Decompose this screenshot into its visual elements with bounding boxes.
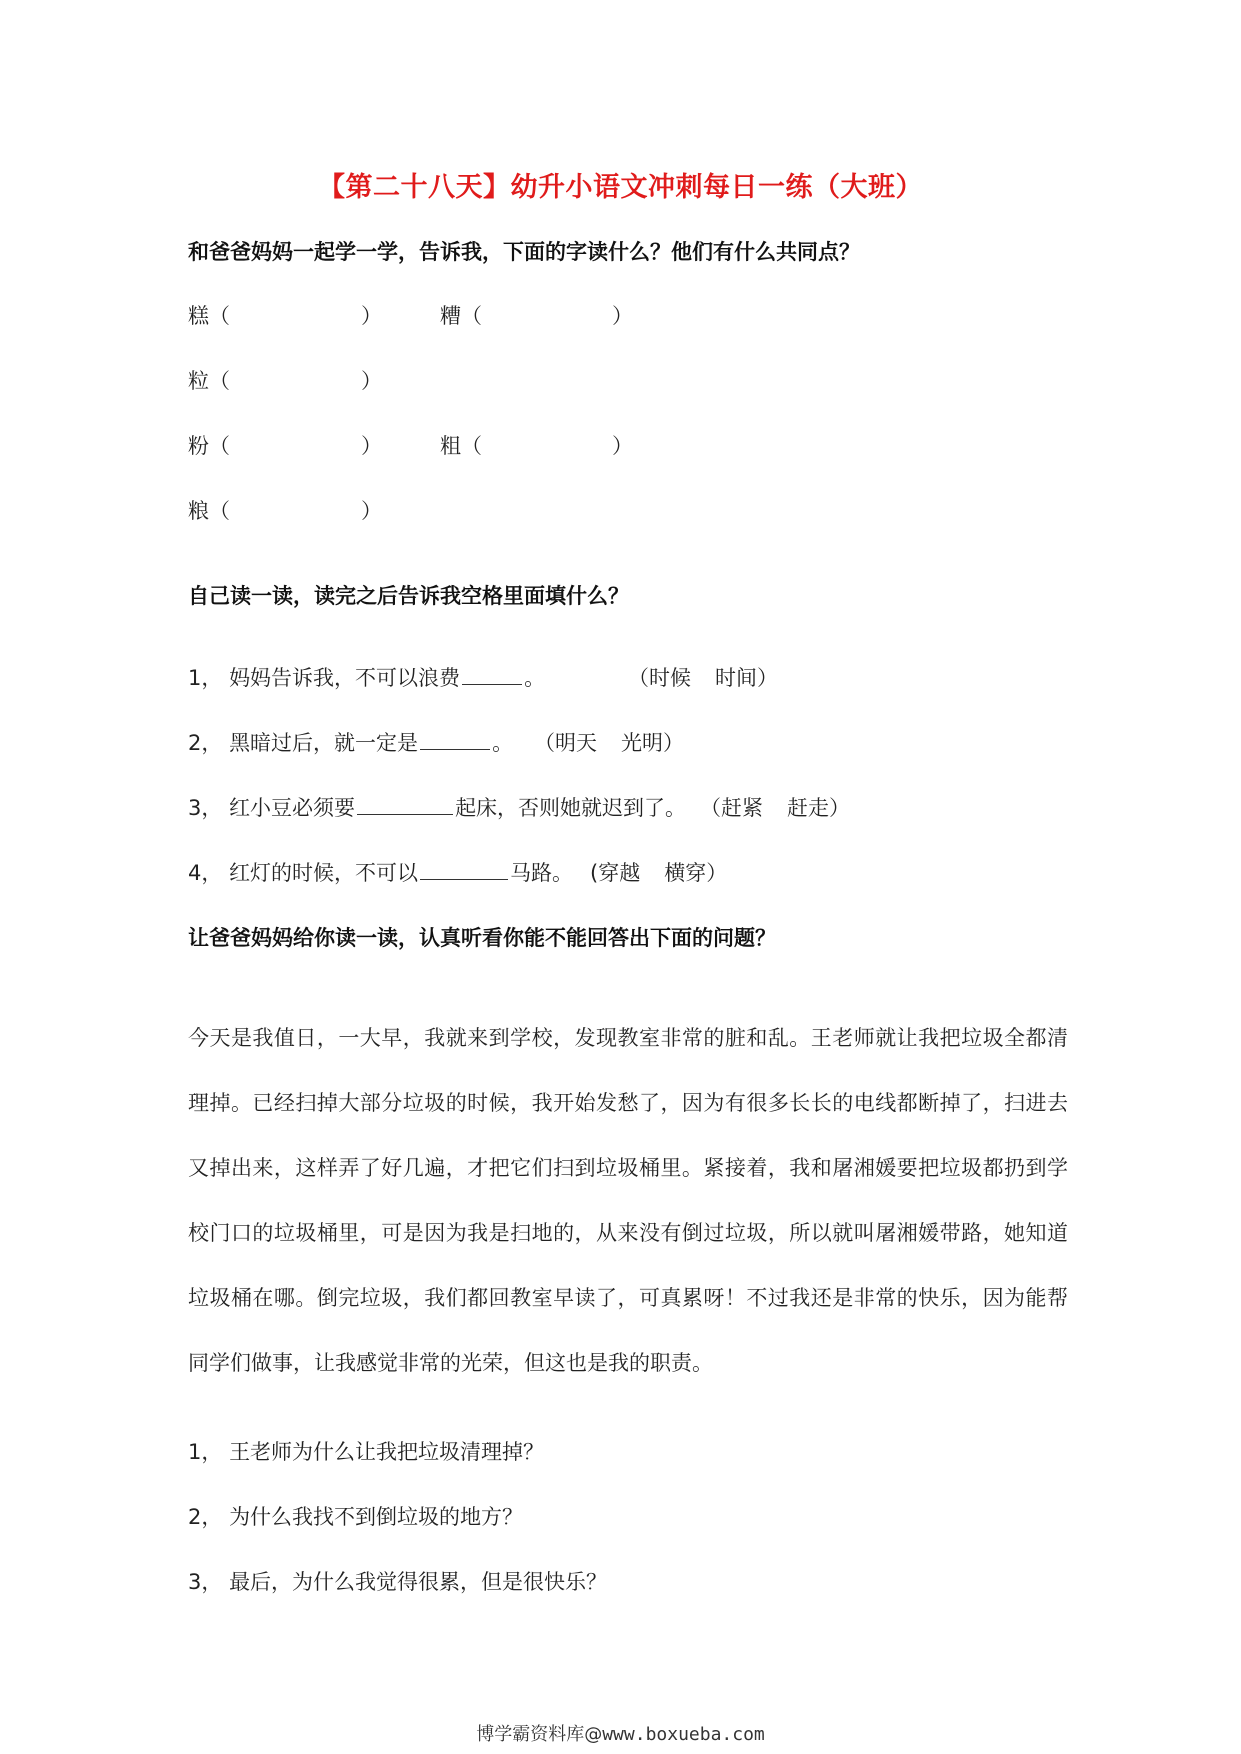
- fill-item-4: 4， 红灯的时候，不可以 马路。: [188, 861, 574, 885]
- page-title: 【第二十八天】幼升小语文冲刺每日一练（大班）: [318, 172, 923, 203]
- fill-blank[interactable]: [462, 664, 522, 685]
- section1-heading: 和爸爸妈妈一起学一学，告诉我，下面的字读什么？他们有什么共同点？: [188, 240, 860, 264]
- fill-blank[interactable]: [420, 859, 508, 880]
- fill-item-1-options: （时候 时间）: [628, 666, 778, 690]
- question-item: 2， 为什么我找不到倒垃圾的地方？: [188, 1505, 524, 1529]
- fill-blank[interactable]: [420, 729, 490, 750]
- char-item: 糟（: [440, 304, 482, 328]
- char-item: 粮（: [188, 499, 230, 523]
- fill-item-4-options: (穿越 横穿）: [590, 861, 728, 885]
- char-item: 粒（: [188, 369, 230, 393]
- char-item-close: ）: [361, 369, 382, 393]
- char-item-close: ）: [361, 434, 382, 458]
- footer-watermark: [0, 1720, 1241, 1746]
- footer-url[interactable]: www.boxueba.com: [602, 1724, 765, 1745]
- fill-item-2: 2， 黑暗过后，就一定是 。: [188, 731, 514, 755]
- char-item: 粗（: [440, 434, 482, 458]
- char-item: 粉（: [188, 434, 230, 458]
- section2-heading: 自己读一读，读完之后告诉我空格里面填什么？: [188, 584, 629, 608]
- footer-site-name: 博学霸资料库@: [476, 1724, 603, 1745]
- fill-item-3-options: （赶紧 赶走）: [700, 796, 850, 820]
- reading-passage: 今天是我值日，一大早，我就来到学校，发现教室非常的脏和乱。王老师就让我把垃圾全都清理掉。已经扫掉大部分垃圾的时候，我开始发愁了，因为有很多长长的电线都断掉了，扫进去又掉出来，这样弄了好几遍，才把它们扫到垃圾桶里。紧接着，我和屠湘媛要把垃圾都扔到学校门口的垃圾桶里，可是因为我是扫地的，从来没有倒过垃圾，所以就叫屠湘媛带路，她知道垃圾桶在哪。倒完垃圾，我们都回教室早读了，可真累呀！不过我还是非常的快乐，因为能帮同学们做事，让我感觉非常的光荣，但这也是我的职责。: [188, 1026, 1068, 1375]
- fill-item-3: 3， 红小豆必须要 起床，否则她就迟到了。: [188, 796, 687, 820]
- fill-item-2-options: （明天 光明）: [534, 731, 684, 755]
- char-item-close: ）: [361, 304, 382, 328]
- question-item: 1， 王老师为什么让我把垃圾清理掉？: [188, 1440, 545, 1464]
- char-item: 糕（: [188, 304, 230, 328]
- section3-heading: 让爸爸妈妈给你读一读，认真听看你能不能回答出下面的问题？: [188, 926, 776, 950]
- fill-item-1: 1， 妈妈告诉我，不可以浪费 。: [188, 666, 546, 690]
- char-item-close: ）: [612, 434, 633, 458]
- fill-blank[interactable]: [357, 794, 453, 815]
- char-item-close: ）: [361, 499, 382, 523]
- char-item-close: ）: [612, 304, 633, 328]
- question-item: 3， 最后，为什么我觉得很累，但是很快乐？: [188, 1570, 608, 1594]
